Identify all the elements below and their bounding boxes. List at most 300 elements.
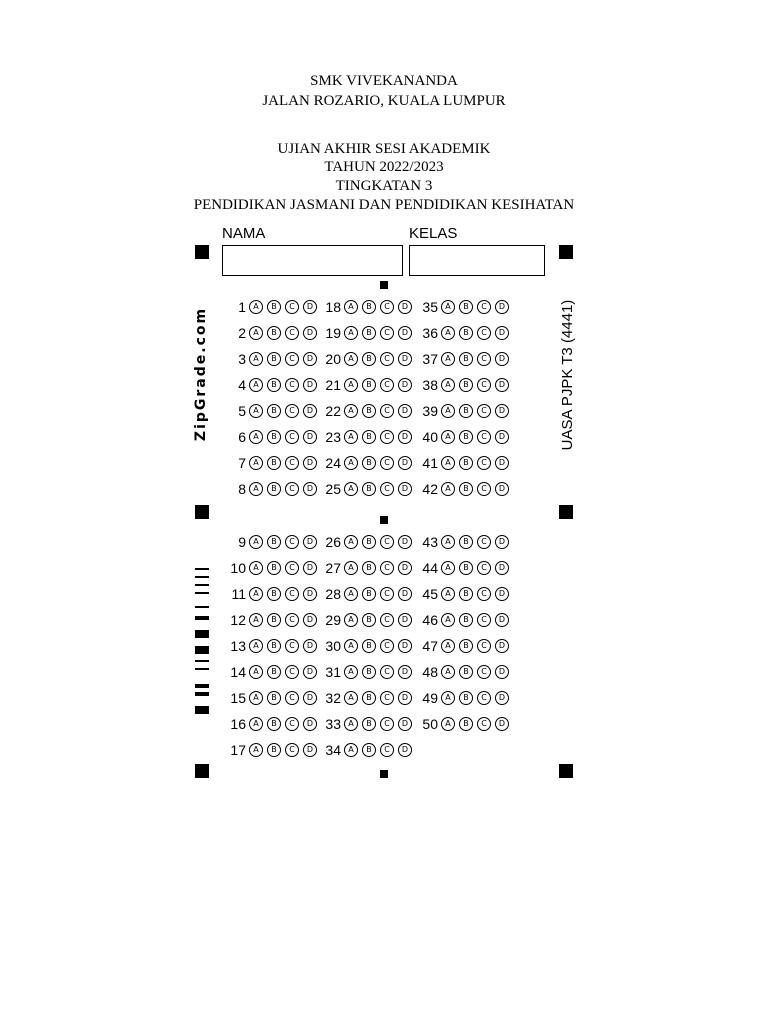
answer-bubble-28-d[interactable]: D <box>398 587 412 601</box>
answer-bubble-31-c[interactable]: C <box>380 665 394 679</box>
question-number: 20 <box>325 351 341 367</box>
question-number: 21 <box>325 377 341 393</box>
question-49 <box>418 689 513 707</box>
answer-bubble-9-a[interactable]: A <box>249 535 263 549</box>
answer-bubble-47-c[interactable]: C <box>477 639 491 653</box>
answer-bubble-5-b[interactable]: B <box>267 404 281 418</box>
answer-bubble-40-d[interactable]: D <box>495 430 509 444</box>
answer-bubble-11-d[interactable]: D <box>303 587 317 601</box>
answer-bubble-44-d[interactable]: D <box>495 561 509 575</box>
answer-bubble-46-d[interactable]: D <box>495 613 509 627</box>
answer-bubble-50-d[interactable]: D <box>495 717 509 731</box>
answer-bubble-4-c[interactable]: C <box>285 378 299 392</box>
answer-bubble-46-c[interactable]: C <box>477 613 491 627</box>
answer-bubble-21-b[interactable]: B <box>362 378 376 392</box>
question-number: 10 <box>230 560 246 576</box>
answer-bubble-44-a[interactable]: A <box>441 561 455 575</box>
question-number: 26 <box>325 534 341 550</box>
question-number: 29 <box>325 612 341 628</box>
answer-bubble-14-d[interactable]: D <box>303 665 317 679</box>
question-29 <box>321 611 416 629</box>
answer-bubble-17-a[interactable]: A <box>249 743 263 757</box>
answer-bubble-43-a[interactable]: A <box>441 535 455 549</box>
question-46 <box>418 611 513 629</box>
answer-bubble-44-b[interactable]: B <box>459 561 473 575</box>
answer-bubble-30-d[interactable]: D <box>398 639 412 653</box>
answer-bubble-25-c[interactable]: C <box>380 482 394 496</box>
question-33 <box>321 715 416 733</box>
answer-bubble-28-a[interactable]: A <box>344 587 358 601</box>
question-number: 17 <box>230 742 246 758</box>
answer-bubble-33-d[interactable]: D <box>398 717 412 731</box>
answer-bubble-25-a[interactable]: A <box>344 482 358 496</box>
answer-bubble-5-d[interactable]: D <box>303 404 317 418</box>
answer-bubble-13-a[interactable]: A <box>249 639 263 653</box>
answer-bubble-3-c[interactable]: C <box>285 352 299 366</box>
answer-bubble-5-c[interactable]: C <box>285 404 299 418</box>
answer-bubble-9-d[interactable]: D <box>303 535 317 549</box>
class-field[interactable] <box>409 245 545 276</box>
question-10 <box>226 559 321 577</box>
question-18 <box>321 298 416 316</box>
question-number: 5 <box>238 403 246 419</box>
question-36 <box>418 324 513 342</box>
answer-bubble-9-b[interactable]: B <box>267 535 281 549</box>
answer-bubble-10-b[interactable]: B <box>267 561 281 575</box>
answer-bubble-8-b[interactable]: B <box>267 482 281 496</box>
question-number: 32 <box>325 690 341 706</box>
exam-subject: PENDIDIKAN JASMANI DAN PENDIDIKAN KESIHATAN <box>193 197 575 213</box>
question-number: 34 <box>325 742 341 758</box>
answer-bubble-23-a[interactable]: A <box>344 430 358 444</box>
answer-bubble-20-c[interactable]: C <box>380 352 394 366</box>
question-number: 27 <box>325 560 341 576</box>
answer-bubble-35-c[interactable]: C <box>477 300 491 314</box>
answer-bubble-40-c[interactable]: C <box>477 430 491 444</box>
answer-bubble-45-c[interactable]: C <box>477 587 491 601</box>
answer-bubble-29-d[interactable]: D <box>398 613 412 627</box>
question-number: 41 <box>422 455 438 471</box>
question-number: 28 <box>325 586 341 602</box>
registration-mark <box>559 764 573 778</box>
answer-bubble-46-a[interactable]: A <box>441 613 455 627</box>
answer-bubble-36-a[interactable]: A <box>441 326 455 340</box>
answer-bubble-41-d[interactable]: D <box>495 456 509 470</box>
question-15 <box>226 689 321 707</box>
exam-level: TINGKATAN 3 <box>335 178 433 194</box>
answer-bubble-41-a[interactable]: A <box>441 456 455 470</box>
answer-bubble-42-c[interactable]: C <box>477 482 491 496</box>
question-38 <box>418 376 513 394</box>
answer-bubble-20-d[interactable]: D <box>398 352 412 366</box>
question-11 <box>226 585 321 603</box>
question-30 <box>321 637 416 655</box>
answer-bubble-11-b[interactable]: B <box>267 587 281 601</box>
question-number: 1 <box>238 299 246 315</box>
answer-bubble-33-b[interactable]: B <box>362 717 376 731</box>
answer-bubble-4-a[interactable]: A <box>249 378 263 392</box>
question-number: 37 <box>422 351 438 367</box>
answer-bubble-50-c[interactable]: C <box>477 717 491 731</box>
question-number: 47 <box>422 638 438 654</box>
answer-bubble-34-d[interactable]: D <box>398 743 412 757</box>
answer-bubble-41-b[interactable]: B <box>459 456 473 470</box>
registration-mark-small <box>380 281 388 289</box>
answer-bubble-35-d[interactable]: D <box>495 300 509 314</box>
answer-bubble-20-a[interactable]: A <box>344 352 358 366</box>
answer-bubble-16-d[interactable]: D <box>303 717 317 731</box>
answer-bubble-22-c[interactable]: C <box>380 404 394 418</box>
question-23 <box>321 428 416 446</box>
question-number: 42 <box>422 481 438 497</box>
question-35 <box>418 298 513 316</box>
answer-bubble-27-c[interactable]: C <box>380 561 394 575</box>
question-25 <box>321 480 416 498</box>
answer-bubble-1-a[interactable]: A <box>249 300 263 314</box>
answer-bubble-38-b[interactable]: B <box>459 378 473 392</box>
answer-bubble-12-c[interactable]: C <box>285 613 299 627</box>
answer-bubble-28-b[interactable]: B <box>362 587 376 601</box>
question-number: 35 <box>422 299 438 315</box>
answer-bubble-6-b[interactable]: B <box>267 430 281 444</box>
answer-bubble-7-a[interactable]: A <box>249 456 263 470</box>
answer-bubble-38-a[interactable]: A <box>441 378 455 392</box>
answer-bubble-43-b[interactable]: B <box>459 535 473 549</box>
question-number: 50 <box>422 716 438 732</box>
answer-bubble-15-a[interactable]: A <box>249 691 263 705</box>
answer-bubble-32-b[interactable]: B <box>362 691 376 705</box>
question-number: 49 <box>422 690 438 706</box>
question-20 <box>321 350 416 368</box>
answer-bubble-24-c[interactable]: C <box>380 456 394 470</box>
answer-bubble-19-d[interactable]: D <box>398 326 412 340</box>
answer-bubble-16-c[interactable]: C <box>285 717 299 731</box>
answer-bubble-23-b[interactable]: B <box>362 430 376 444</box>
answer-bubble-49-d[interactable]: D <box>495 691 509 705</box>
answer-bubble-35-a[interactable]: A <box>441 300 455 314</box>
answer-bubble-1-b[interactable]: B <box>267 300 281 314</box>
answer-bubble-34-b[interactable]: B <box>362 743 376 757</box>
question-16 <box>226 715 321 733</box>
answer-bubble-30-b[interactable]: B <box>362 639 376 653</box>
answer-bubble-5-a[interactable]: A <box>249 404 263 418</box>
answer-bubble-15-b[interactable]: B <box>267 691 281 705</box>
answer-bubble-2-d[interactable]: D <box>303 326 317 340</box>
question-37 <box>418 350 513 368</box>
question-17 <box>226 741 321 759</box>
answer-bubble-15-c[interactable]: C <box>285 691 299 705</box>
answer-bubble-36-b[interactable]: B <box>459 326 473 340</box>
answer-bubble-47-a[interactable]: A <box>441 639 455 653</box>
question-number: 45 <box>422 586 438 602</box>
answer-bubble-39-b[interactable]: B <box>459 404 473 418</box>
answer-bubble-39-a[interactable]: A <box>441 404 455 418</box>
question-50 <box>418 715 513 733</box>
answer-bubble-40-b[interactable]: B <box>459 430 473 444</box>
answer-bubble-44-c[interactable]: C <box>477 561 491 575</box>
registration-mark <box>195 764 209 778</box>
answer-bubble-36-c[interactable]: C <box>477 326 491 340</box>
question-26 <box>321 533 416 551</box>
question-number: 31 <box>325 664 341 680</box>
answer-bubble-14-a[interactable]: A <box>249 665 263 679</box>
question-12 <box>226 611 321 629</box>
answer-bubble-1-c[interactable]: C <box>285 300 299 314</box>
answer-bubble-42-d[interactable]: D <box>495 482 509 496</box>
answer-bubble-39-c[interactable]: C <box>477 404 491 418</box>
answer-bubble-8-d[interactable]: D <box>303 482 317 496</box>
answer-bubble-37-a[interactable]: A <box>441 352 455 366</box>
answer-bubble-24-a[interactable]: A <box>344 456 358 470</box>
answer-bubble-11-c[interactable]: C <box>285 587 299 601</box>
answer-bubble-2-b[interactable]: B <box>267 326 281 340</box>
answer-bubble-22-d[interactable]: D <box>398 404 412 418</box>
answer-bubble-19-b[interactable]: B <box>362 326 376 340</box>
answer-bubble-37-d[interactable]: D <box>495 352 509 366</box>
answer-bubble-7-c[interactable]: C <box>285 456 299 470</box>
answer-bubble-47-b[interactable]: B <box>459 639 473 653</box>
answer-bubble-8-a[interactable]: A <box>249 482 263 496</box>
answer-bubble-10-a[interactable]: A <box>249 561 263 575</box>
answer-bubble-4-b[interactable]: B <box>267 378 281 392</box>
answer-bubble-46-b[interactable]: B <box>459 613 473 627</box>
answer-bubble-7-d[interactable]: D <box>303 456 317 470</box>
answer-bubble-43-d[interactable]: D <box>495 535 509 549</box>
answer-bubble-45-b[interactable]: B <box>459 587 473 601</box>
question-39 <box>418 402 513 420</box>
name-field[interactable] <box>222 245 403 276</box>
answer-bubble-36-d[interactable]: D <box>495 326 509 340</box>
question-number: 38 <box>422 377 438 393</box>
answer-bubble-30-c[interactable]: C <box>380 639 394 653</box>
answer-bubble-33-c[interactable]: C <box>380 717 394 731</box>
answer-bubble-9-c[interactable]: C <box>285 535 299 549</box>
question-27 <box>321 559 416 577</box>
question-number: 33 <box>325 716 341 732</box>
answer-bubble-47-d[interactable]: D <box>495 639 509 653</box>
answer-bubble-12-d[interactable]: D <box>303 613 317 627</box>
answer-bubble-24-d[interactable]: D <box>398 456 412 470</box>
question-number: 23 <box>325 429 341 445</box>
question-4 <box>226 376 321 394</box>
question-number: 14 <box>230 664 246 680</box>
answer-bubble-13-d[interactable]: D <box>303 639 317 653</box>
question-number: 43 <box>422 534 438 550</box>
answer-bubble-17-b[interactable]: B <box>267 743 281 757</box>
answer-bubble-31-b[interactable]: B <box>362 665 376 679</box>
answer-bubble-22-b[interactable]: B <box>362 404 376 418</box>
question-number: 8 <box>238 481 246 497</box>
answer-bubble-16-a[interactable]: A <box>249 717 263 731</box>
answer-bubble-23-c[interactable]: C <box>380 430 394 444</box>
question-number: 11 <box>231 586 246 602</box>
answer-bubble-6-c[interactable]: C <box>285 430 299 444</box>
question-40 <box>418 428 513 446</box>
answer-bubble-41-c[interactable]: C <box>477 456 491 470</box>
question-number: 6 <box>238 429 246 445</box>
answer-bubble-8-c[interactable]: C <box>285 482 299 496</box>
answer-bubble-27-b[interactable]: B <box>362 561 376 575</box>
answer-bubble-6-d[interactable]: D <box>303 430 317 444</box>
answer-bubble-21-c[interactable]: C <box>380 378 394 392</box>
answer-bubble-32-c[interactable]: C <box>380 691 394 705</box>
answer-bubble-31-a[interactable]: A <box>344 665 358 679</box>
question-number: 9 <box>238 534 246 550</box>
answer-bubble-29-a[interactable]: A <box>344 613 358 627</box>
question-9 <box>226 533 321 551</box>
question-number: 16 <box>230 716 246 732</box>
registration-mark <box>195 245 209 259</box>
question-number: 44 <box>422 560 438 576</box>
question-22 <box>321 402 416 420</box>
answer-bubble-34-c[interactable]: C <box>380 743 394 757</box>
answer-bubble-16-b[interactable]: B <box>267 717 281 731</box>
answer-bubble-21-d[interactable]: D <box>398 378 412 392</box>
answer-bubble-42-a[interactable]: A <box>441 482 455 496</box>
answer-bubble-43-c[interactable]: C <box>477 535 491 549</box>
answer-bubble-1-d[interactable]: D <box>303 300 317 314</box>
answer-bubble-40-a[interactable]: A <box>441 430 455 444</box>
question-43 <box>418 533 513 551</box>
answer-bubble-17-d[interactable]: D <box>303 743 317 757</box>
answer-bubble-49-b[interactable]: B <box>459 691 473 705</box>
exam-title: UJIAN AKHIR SESI AKADEMIK <box>277 141 491 157</box>
answer-bubble-27-a[interactable]: A <box>344 561 358 575</box>
answer-bubble-26-a[interactable]: A <box>344 535 358 549</box>
answer-bubble-17-c[interactable]: C <box>285 743 299 757</box>
answer-bubble-3-b[interactable]: B <box>267 352 281 366</box>
answer-bubble-18-c[interactable]: C <box>380 300 394 314</box>
answer-bubble-26-c[interactable]: C <box>380 535 394 549</box>
answer-bubble-18-b[interactable]: B <box>362 300 376 314</box>
registration-mark-small <box>380 770 388 778</box>
zipgrade-logo-text: ZipGrade.com <box>193 306 209 442</box>
question-number: 48 <box>422 664 438 680</box>
answer-bubble-25-b[interactable]: B <box>362 482 376 496</box>
question-41 <box>418 454 513 472</box>
question-48 <box>418 663 513 681</box>
question-number: 19 <box>325 325 341 341</box>
answer-bubble-10-d[interactable]: D <box>303 561 317 575</box>
answer-bubble-38-c[interactable]: C <box>477 378 491 392</box>
answer-bubble-24-b[interactable]: B <box>362 456 376 470</box>
answer-bubble-34-a[interactable]: A <box>344 743 358 757</box>
question-number: 7 <box>238 455 246 471</box>
question-21 <box>321 376 416 394</box>
timing-barcode <box>195 568 211 716</box>
answer-bubble-19-c[interactable]: C <box>380 326 394 340</box>
answer-bubble-12-a[interactable]: A <box>249 613 263 627</box>
question-number: 46 <box>422 612 438 628</box>
answer-bubble-2-c[interactable]: C <box>285 326 299 340</box>
question-5 <box>226 402 321 420</box>
question-45 <box>418 585 513 603</box>
name-label: NAMA <box>222 225 266 242</box>
answer-bubble-18-a[interactable]: A <box>344 300 358 314</box>
answer-bubble-26-b[interactable]: B <box>362 535 376 549</box>
answer-bubble-48-c[interactable]: C <box>477 665 491 679</box>
answer-bubble-20-b[interactable]: B <box>362 352 376 366</box>
answer-bubble-45-d[interactable]: D <box>495 587 509 601</box>
exam-year: TAHUN 2022/2023 <box>324 159 444 175</box>
question-number: 24 <box>325 455 341 471</box>
answer-bubble-25-d[interactable]: D <box>398 482 412 496</box>
answer-bubble-21-a[interactable]: A <box>344 378 358 392</box>
question-number: 40 <box>422 429 438 445</box>
question-24 <box>321 454 416 472</box>
answer-bubble-48-a[interactable]: A <box>441 665 455 679</box>
answer-bubble-6-a[interactable]: A <box>249 430 263 444</box>
answer-bubble-32-d[interactable]: D <box>398 691 412 705</box>
answer-bubble-32-a[interactable]: A <box>344 691 358 705</box>
answer-bubble-30-a[interactable]: A <box>344 639 358 653</box>
answer-bubble-14-b[interactable]: B <box>267 665 281 679</box>
question-number: 22 <box>325 403 341 419</box>
answer-bubble-48-d[interactable]: D <box>495 665 509 679</box>
answer-bubble-27-d[interactable]: D <box>398 561 412 575</box>
answer-bubble-37-c[interactable]: C <box>477 352 491 366</box>
answer-bubble-13-b[interactable]: B <box>267 639 281 653</box>
answer-bubble-50-b[interactable]: B <box>459 717 473 731</box>
question-44 <box>418 559 513 577</box>
question-8 <box>226 480 321 498</box>
answer-bubble-29-c[interactable]: C <box>380 613 394 627</box>
answer-bubble-45-a[interactable]: A <box>441 587 455 601</box>
answer-bubble-3-a[interactable]: A <box>249 352 263 366</box>
registration-mark-small <box>380 516 388 524</box>
answer-bubble-10-c[interactable]: C <box>285 561 299 575</box>
answer-bubble-38-d[interactable]: D <box>495 378 509 392</box>
answer-bubble-22-a[interactable]: A <box>344 404 358 418</box>
answer-bubble-7-b[interactable]: B <box>267 456 281 470</box>
answer-bubble-37-b[interactable]: B <box>459 352 473 366</box>
answer-bubble-31-d[interactable]: D <box>398 665 412 679</box>
question-19 <box>321 324 416 342</box>
answer-bubble-14-c[interactable]: C <box>285 665 299 679</box>
answer-bubble-3-d[interactable]: D <box>303 352 317 366</box>
question-31 <box>321 663 416 681</box>
school-address: JALAN ROZARIO, KUALA LUMPUR <box>262 93 506 109</box>
answer-bubble-19-a[interactable]: A <box>344 326 358 340</box>
answer-bubble-15-d[interactable]: D <box>303 691 317 705</box>
answer-bubble-11-a[interactable]: A <box>249 587 263 601</box>
answer-bubble-48-b[interactable]: B <box>459 665 473 679</box>
answer-bubble-13-c[interactable]: C <box>285 639 299 653</box>
answer-bubble-29-b[interactable]: B <box>362 613 376 627</box>
answer-bubble-23-d[interactable]: D <box>398 430 412 444</box>
answer-bubble-12-b[interactable]: B <box>267 613 281 627</box>
answer-bubble-2-a[interactable]: A <box>249 326 263 340</box>
registration-mark <box>559 245 573 259</box>
answer-bubble-28-c[interactable]: C <box>380 587 394 601</box>
answer-bubble-49-a[interactable]: A <box>441 691 455 705</box>
answer-bubble-33-a[interactable]: A <box>344 717 358 731</box>
question-number: 39 <box>422 403 438 419</box>
sheet-code: UASA PJPK T3 (4441) <box>559 299 576 451</box>
answer-bubble-4-d[interactable]: D <box>303 378 317 392</box>
answer-bubble-50-a[interactable]: A <box>441 717 455 731</box>
answer-bubble-49-c[interactable]: C <box>477 691 491 705</box>
answer-bubble-42-b[interactable]: B <box>459 482 473 496</box>
question-14 <box>226 663 321 681</box>
answer-bubble-18-d[interactable]: D <box>398 300 412 314</box>
answer-bubble-39-d[interactable]: D <box>495 404 509 418</box>
answer-bubble-35-b[interactable]: B <box>459 300 473 314</box>
class-label: KELAS <box>409 225 458 242</box>
question-34 <box>321 741 416 759</box>
answer-bubble-26-d[interactable]: D <box>398 535 412 549</box>
question-number: 13 <box>230 638 246 654</box>
